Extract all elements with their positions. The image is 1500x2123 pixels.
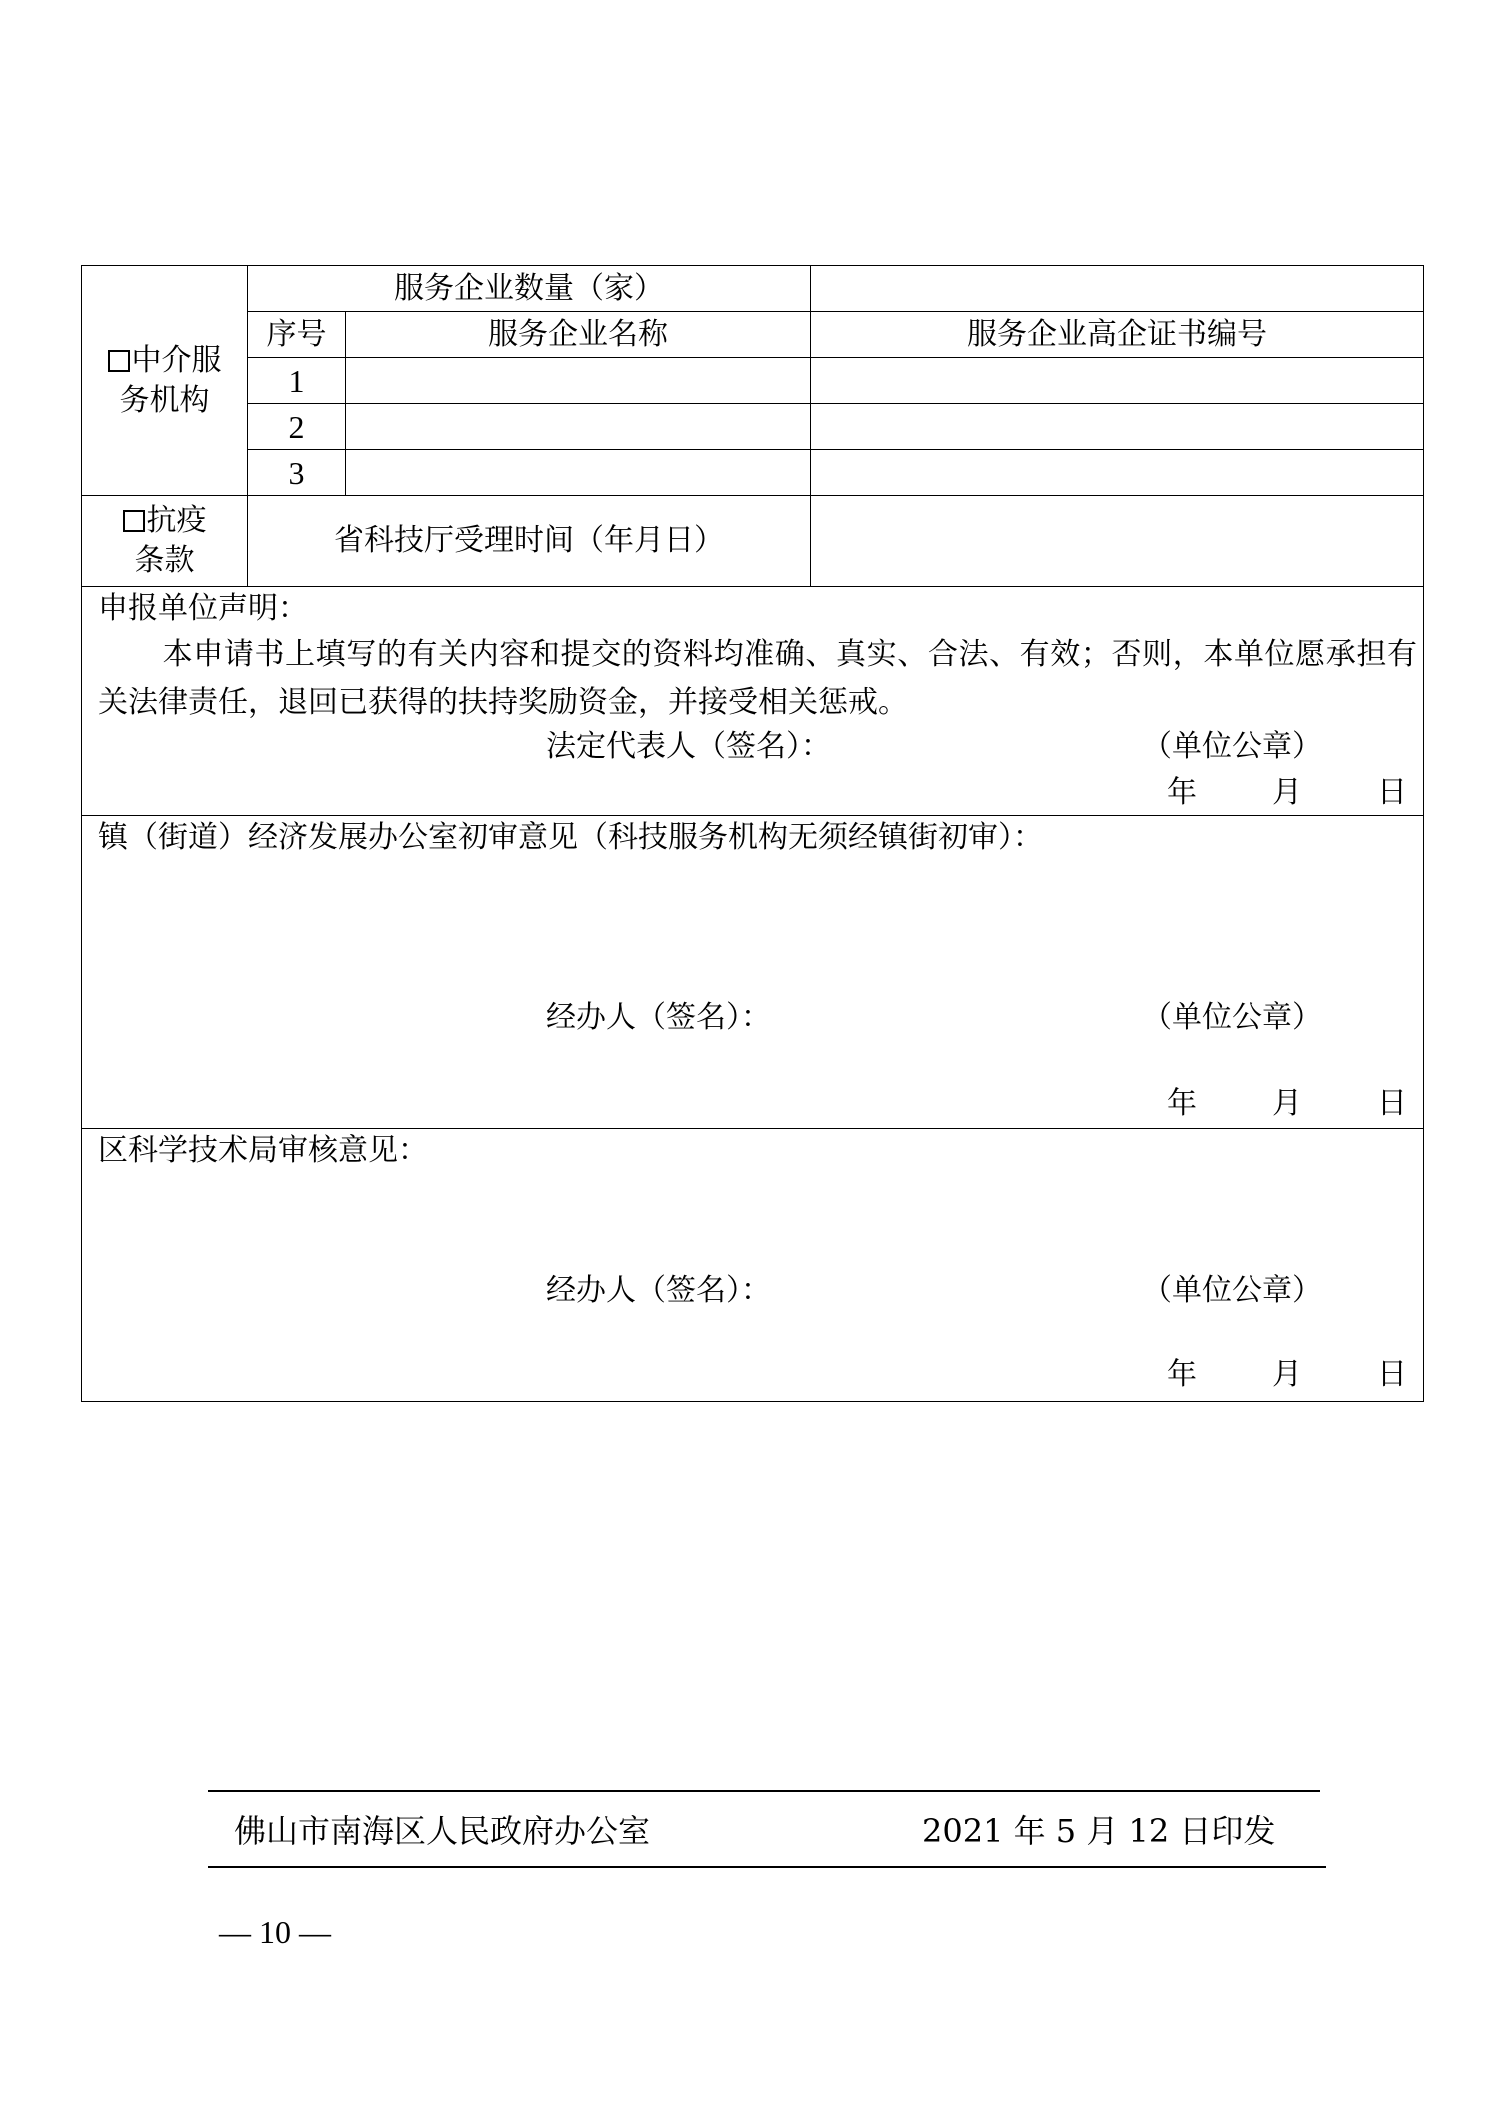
date-year: 年	[1167, 775, 1197, 810]
town-review-section	[82, 816, 1424, 1129]
row-no: 3	[248, 450, 346, 496]
unit-seal-label: （单位公章）	[1142, 729, 1322, 764]
legal-rep-signature-label: 法定代表人（签名）：	[546, 729, 831, 764]
intermediary-label-line2: 务机构	[119, 382, 210, 418]
date-month: 月	[1272, 1086, 1302, 1121]
application-form-table	[81, 265, 1424, 1402]
row-name-cell[interactable]	[346, 450, 811, 496]
page-number: — 10 —	[219, 1914, 331, 1950]
town-review-heading: 镇（街道）经济发展办公室初审意见（科技服务机构无须经镇街初审）：	[98, 820, 1043, 855]
footer-top-rule	[208, 1790, 1320, 1792]
table-row	[82, 450, 1424, 496]
declaration-section	[82, 587, 1424, 816]
signature-date	[1167, 773, 1407, 813]
col-header-cert: 服务企业高企证书编号	[811, 312, 1424, 358]
row-no: 1	[248, 358, 346, 404]
intermediary-label-cell	[82, 266, 248, 496]
intermediary-label-line1: 中介服	[131, 342, 222, 378]
acceptance-time-label: 省科技厅受理时间（年月日）	[248, 496, 811, 587]
epidemic-label-line1: 抗疫	[146, 503, 207, 538]
footer-bottom-rule	[208, 1866, 1326, 1868]
epidemic-checkbox[interactable]	[123, 510, 145, 532]
row-cert-cell[interactable]	[811, 450, 1424, 496]
row-cert-cell[interactable]	[811, 358, 1424, 404]
service-count-label: 服务企业数量（家）	[248, 266, 811, 312]
footer-issuing-office: 佛山市南海区人民政府办公室	[234, 1812, 651, 1850]
declaration-text: 本申请书上填写的有关内容和提交的资料均准确、真实、合法、有效；否则，本单位愿承担有关法律责任，退回已获得的扶持奖励资金，并接受相关惩戒。	[98, 637, 1417, 720]
declaration-text-block	[98, 631, 1417, 727]
handler-signature-label: 经办人（签名）：	[546, 1273, 771, 1308]
date-year: 年	[1167, 1357, 1197, 1392]
row-cert-cell[interactable]	[811, 404, 1424, 450]
epidemic-label-line2: 条款	[134, 543, 195, 578]
date-day: 日	[1377, 1086, 1407, 1121]
signature-date	[1167, 1084, 1407, 1124]
declaration-heading: 申报单位声明：	[98, 591, 308, 626]
intermediary-checkbox[interactable]	[108, 350, 130, 372]
unit-seal-label: （单位公章）	[1142, 1000, 1322, 1035]
district-review-section	[82, 1129, 1424, 1402]
acceptance-time-value[interactable]	[811, 496, 1424, 587]
date-day: 日	[1377, 775, 1407, 810]
service-count-value[interactable]	[811, 266, 1424, 312]
row-name-cell[interactable]	[346, 358, 811, 404]
date-month: 月	[1272, 775, 1302, 810]
epidemic-label-cell	[82, 496, 248, 587]
date-day: 日	[1377, 1357, 1407, 1392]
table-row	[82, 404, 1424, 450]
handler-signature-label: 经办人（签名）：	[546, 1000, 771, 1035]
date-year: 年	[1167, 1086, 1197, 1121]
table-row	[82, 358, 1424, 404]
col-header-name: 服务企业名称	[346, 312, 811, 358]
row-no: 2	[248, 404, 346, 450]
date-month: 月	[1272, 1357, 1302, 1392]
footer-issue-date: 2021 年 5 月 12 日印发	[922, 1812, 1276, 1850]
unit-seal-label: （单位公章）	[1142, 1273, 1322, 1308]
signature-date	[1167, 1355, 1407, 1395]
col-header-no: 序号	[248, 312, 346, 358]
district-review-heading: 区科学技术局审核意见：	[98, 1133, 428, 1168]
row-name-cell[interactable]	[346, 404, 811, 450]
